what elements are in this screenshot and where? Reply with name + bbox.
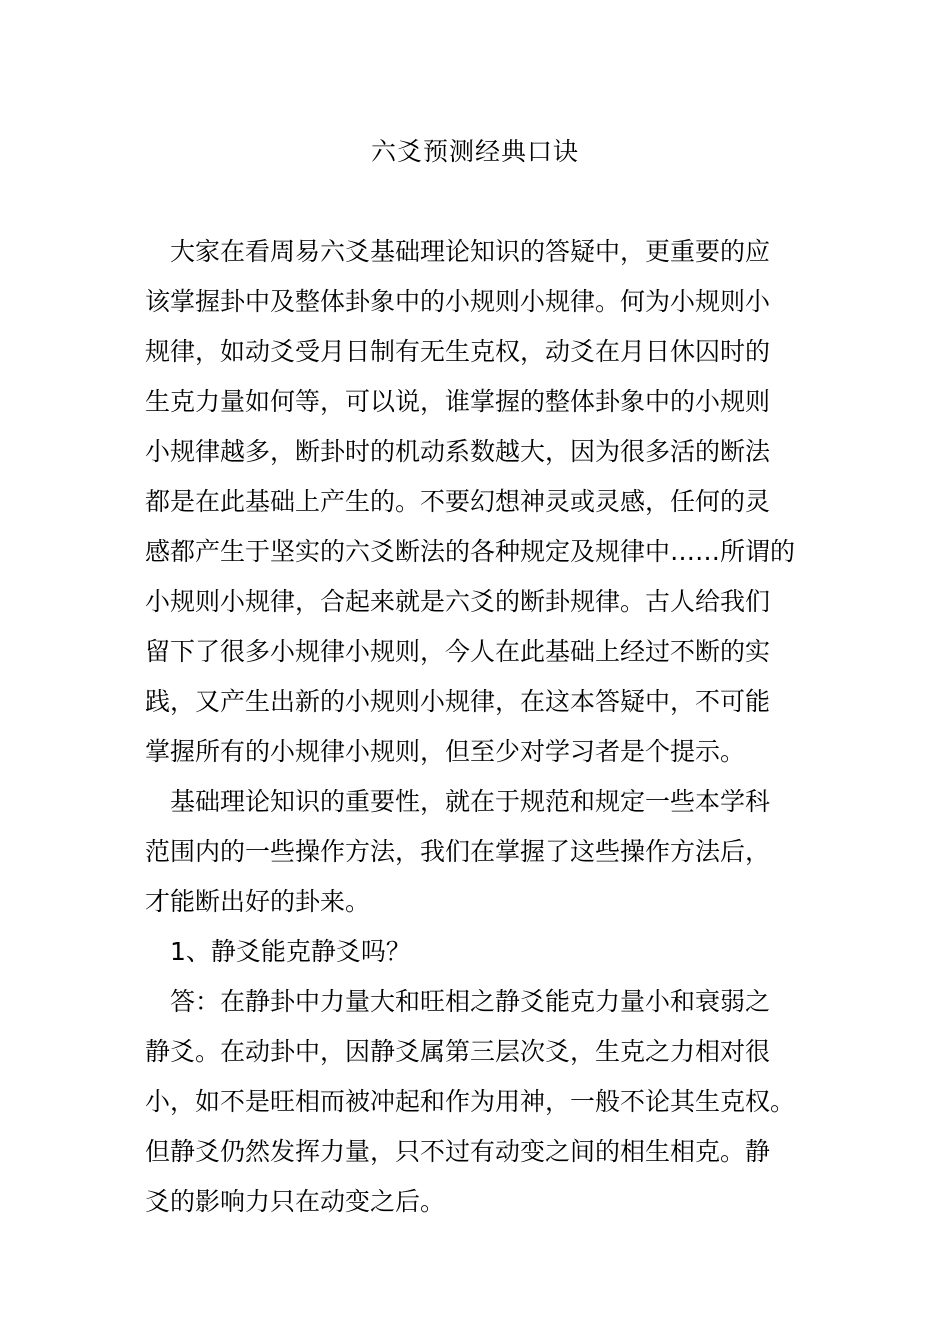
text-line: 小规则小规律，合起来就是六爻的断卦规律。古人给我们	[145, 587, 771, 616]
text-line: 但静爻仍然发挥力量，只不过有动变之间的相生相克。静	[145, 1137, 771, 1166]
question-heading: 1、静爻能克静爻吗？	[145, 937, 411, 966]
text-line: 掌握所有的小规律小规则，但至少对学习者是个提示。	[145, 737, 746, 766]
text-line: 爻的影响力只在动变之后。	[145, 1187, 446, 1216]
text-line: 规律，如动爻受月日制有无生克权，动爻在月日休囚时的	[145, 337, 771, 366]
text-line: 该掌握卦中及整体卦象中的小规则小规律。何为小规则小	[145, 287, 771, 316]
text-line: 感都产生于坚实的六爻断法的各种规定及规律中……所谓的	[145, 537, 796, 566]
text-line: 留下了很多小规律小规则，今人在此基础上经过不断的实	[145, 637, 771, 666]
text-line: 小，如不是旺相而被冲起和作为用神，一般不论其生克权。	[145, 1087, 796, 1116]
text-line: 都是在此基础上产生的。不要幻想神灵或灵感，任何的灵	[145, 487, 771, 516]
text-line: 践，又产生出新的小规则小规律，在这本答疑中，不可能	[145, 687, 771, 716]
text-line: 大家在看周易六爻基础理论知识的答疑中，更重要的应	[145, 237, 771, 266]
document-title: 六爻预测经典口诀	[370, 137, 579, 166]
text-line: 生克力量如何等，可以说，谁掌握的整体卦象中的小规则	[145, 387, 771, 416]
text-line: 范围内的一些操作方法，我们在掌握了这些操作方法后，	[145, 837, 771, 866]
text-line: 答：在静卦中力量大和旺相之静爻能克力量小和衰弱之	[145, 987, 771, 1016]
document-body	[145, 227, 845, 1227]
text-line: 才能断出好的卦来。	[145, 887, 371, 916]
text-line: 静爻。在动卦中，因静爻属第三层次爻，生克之力相对很	[145, 1037, 771, 1066]
text-line: 基础理论知识的重要性，就在于规范和规定一些本学科	[145, 787, 771, 816]
text-line: 小规律越多，断卦时的机动系数越大，因为很多活的断法	[145, 437, 771, 466]
